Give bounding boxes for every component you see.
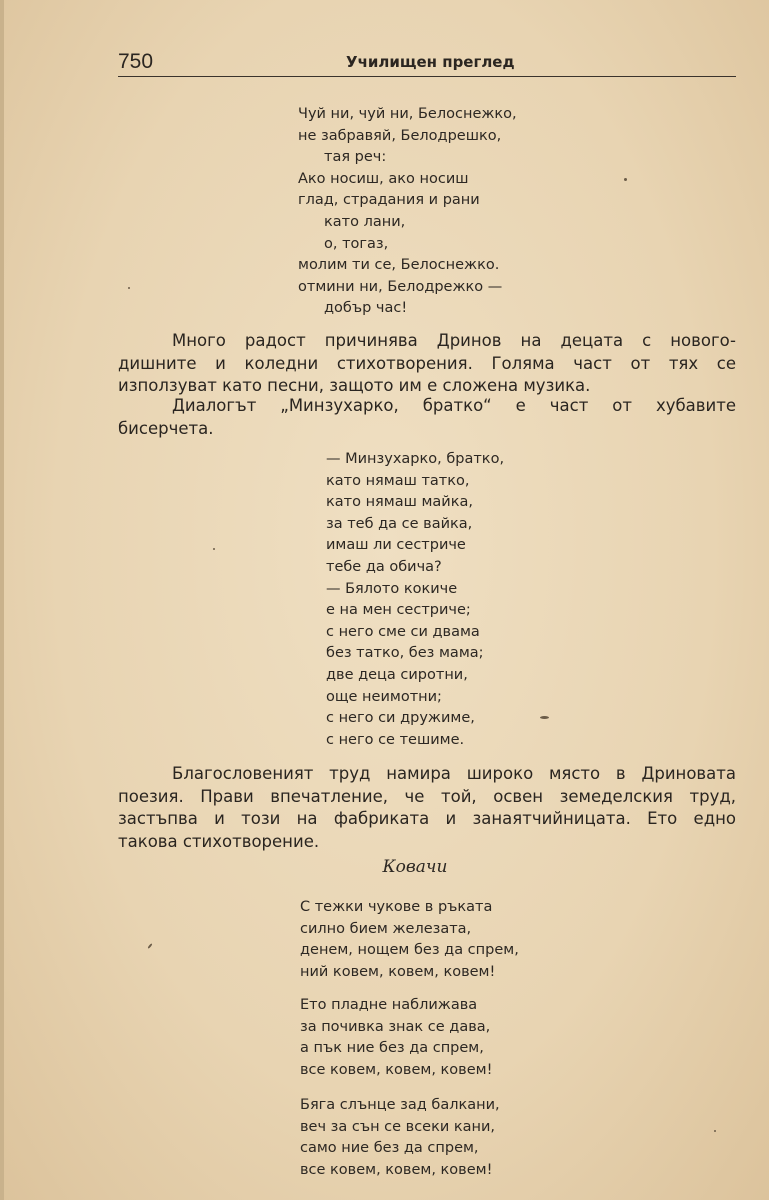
prose-line: използуват като песни, защото им е сложена музика. <box>118 376 591 395</box>
page-header <box>118 50 736 77</box>
verse-line: Ако носиш, ако носиш <box>298 170 469 187</box>
paper-speck <box>147 943 152 949</box>
prose-line: Много радост причинява Дринов на децата с новогo- <box>172 331 736 350</box>
verse-line: имаш ли сестриче <box>326 537 466 554</box>
prose-line: такова стихотворение. <box>118 831 320 851</box>
verse-line: с него се тешиме. <box>326 731 465 748</box>
verse-line: молим ти се, Белоснежко. <box>298 257 500 274</box>
verse-line: С тежки чукове в ръката <box>300 899 493 915</box>
verse-line: веч за сън се всеки кани, <box>300 1118 496 1135</box>
paper-speck <box>213 548 215 550</box>
verse-line: е на мен сестриче; <box>326 602 471 619</box>
verse-line: само ние без да спрем, <box>300 1140 479 1157</box>
verse-line: тебе да обича? <box>326 558 442 575</box>
poem-kovachi-stanza-3 <box>300 1095 500 1181</box>
poem-title: Ковачи <box>382 857 448 877</box>
paragraph-new-year-poems <box>118 330 736 398</box>
verse-line: — Бялото кокиче <box>326 580 458 597</box>
verse-line: отмини ни, Белодрежко — <box>298 278 503 295</box>
running-title: Училищен преглед <box>346 53 515 71</box>
verse-line: ний ковем, ковем, ковем! <box>300 963 496 980</box>
verse-line: с него си дружиме, <box>326 710 475 727</box>
verse-line: денем, нощем без да спрем, <box>300 942 519 959</box>
verse-line: като нямаш майка, <box>326 494 473 511</box>
verse-line: Чуй ни, чуй ни, Белоснежко, <box>298 106 517 122</box>
verse-line: Ето пладне наближава <box>300 997 478 1013</box>
paper-speck <box>714 1130 716 1132</box>
verse-line: а пък ние без да спрем, <box>300 1040 484 1057</box>
verse-line: о, тогаз, <box>324 235 389 252</box>
verse-line: — Минзухарко, братко, <box>326 451 505 467</box>
verse-line: силно бием железата, <box>300 920 472 937</box>
verse-line: глад, страдания и рани <box>298 192 480 209</box>
paragraph-labor-poetry <box>118 763 736 853</box>
verse-line: две деца сиротни, <box>326 666 468 683</box>
paper-speck <box>624 178 627 181</box>
verse-line: за теб да се вайка, <box>326 515 473 532</box>
page-edge-shadow <box>0 0 4 1200</box>
prose-line: Диалогът „Минзухарко, братко“ е част от хубавите <box>172 396 736 415</box>
verse-line: все ковем, ковем, ковем! <box>300 1061 493 1078</box>
verse-line: като нямаш татко, <box>326 472 470 489</box>
verse-line: като лани, <box>324 213 406 230</box>
paper-speck <box>128 287 130 289</box>
prose-line: Благословеният труд намира широко място в Дриновата <box>172 764 736 783</box>
page-number: 750 <box>118 50 154 73</box>
poem-belosnezhko <box>298 104 517 320</box>
poem-kovachi-stanza-1 <box>300 897 519 983</box>
verse-line: без татко, без мама; <box>326 645 484 662</box>
poem-minzuharko <box>326 449 504 751</box>
verse-line: Бяга слънце зад балкани, <box>300 1097 500 1113</box>
prose-line: дишните и коледни стихотворения. Голяма част от тях се <box>118 353 736 373</box>
paragraph-dialogue-intro <box>118 395 736 440</box>
verse-line: не забравяй, Белодрешко, <box>298 127 502 144</box>
prose-line: застъпва и този на фабриката и занаятчийницата. Ето едно <box>118 809 736 828</box>
verse-line: с него сме си двама <box>326 623 480 640</box>
verse-line: тая реч: <box>324 149 387 166</box>
poem-kovachi-stanza-2 <box>300 995 492 1081</box>
verse-line: добър час! <box>324 300 408 317</box>
prose-line: бисерчета. <box>118 418 214 438</box>
verse-line: все ковем, ковем, ковем! <box>300 1161 493 1178</box>
verse-line: за почивка знак се дава, <box>300 1018 491 1035</box>
verse-line: още неимотни; <box>326 688 442 705</box>
prose-line: поезия. Прави впечатление, че той, освен земеделския труд, <box>118 786 736 806</box>
paper-speck <box>540 716 549 719</box>
